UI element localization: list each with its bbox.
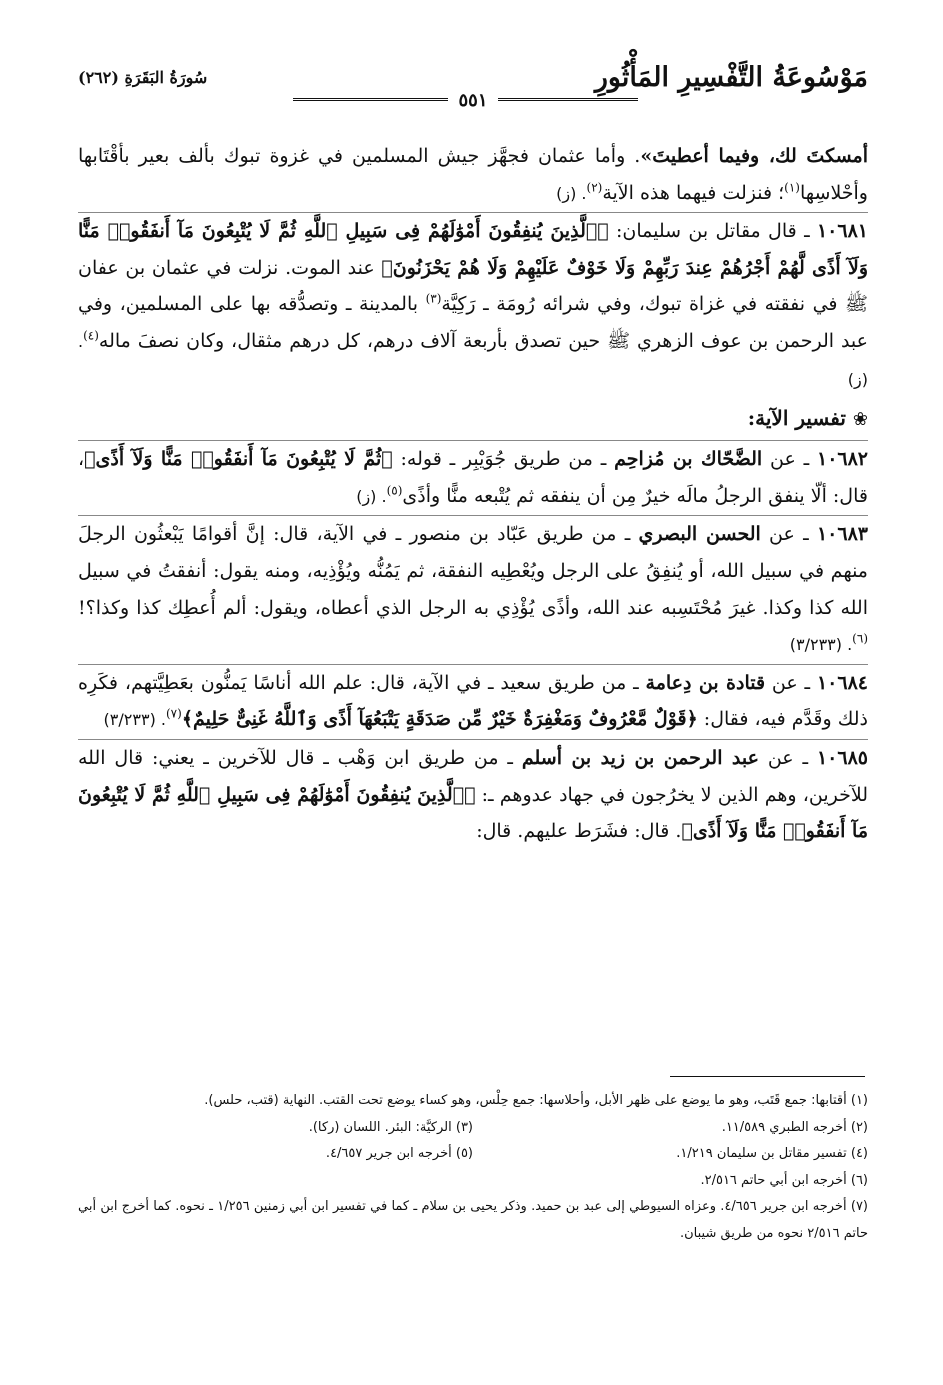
- reference-code: . (ز): [356, 486, 387, 506]
- page-header: [78, 56, 868, 118]
- footnote-4: (٤) تفسير مقاتل بن سليمان ١/٢١٩.: [676, 1146, 868, 1161]
- paragraph-text: ؛ فنزلت فيهما هذه الآية: [602, 181, 785, 204]
- entry-prefix: ـ عن: [765, 671, 817, 694]
- entry-prefix: ـ عن: [760, 523, 817, 546]
- entry-10682: [78, 440, 868, 515]
- footnote-marker: (٧): [165, 706, 182, 721]
- quran-verse: ﴿ٱلَّذِينَ يُنفِقُونَ أَمْوَٰلَهُمْ فِى سَبِيلِ ٱللَّهِ ثُمَّ لَا يُتْبِعُونَ مَآ أَنفَقُوا۟ مَنًّا وَلَآ أَذًى﴾: [78, 783, 868, 843]
- narrator-name: قتادة بن دِعامة: [645, 671, 766, 694]
- entry-text: ، قال: ألّا ينفق الرجلُ مالَه خيرٌ مِن أن ينفقه ثم يُتْبعه منًّا وأذًى: [78, 448, 868, 507]
- entry-10681: [78, 212, 868, 398]
- reference-code: . (ز): [556, 183, 587, 203]
- surah-title: سُورَةُ البَقَرَةِ (٢٦٢): [78, 68, 208, 87]
- reference-code: . (٣/٢٣٣): [789, 635, 853, 655]
- reference-code: . (٣/٢٣٣): [103, 710, 166, 730]
- entry-prefix: ـ عن: [762, 448, 817, 471]
- footnote-marker: (٢): [586, 180, 603, 195]
- flower-ornament-icon: ❀: [852, 409, 868, 431]
- footnotes: [78, 1088, 868, 1247]
- quran-verse: ﴿ٱلَّذِينَ يُنفِقُونَ أَمْوَٰلَهُمْ فِى سَبِيلِ ٱللَّهِ ثُمَّ لَا يُتْبِعُونَ مَآ أَنفَقُوا۟ مَنًّا وَلَآ أَذًى لَّهُمْ أَجْرُهُمْ عِندَ رَبِّهِمْ وَلَا خَوْفٌ عَلَيْهِمْ وَلَا هُمْ يَحْزَنُونَ﴾: [78, 220, 868, 279]
- narrator-name: الحسن البصري: [638, 523, 761, 546]
- entry-intro: ـ من طريق جُوَيْبِر ـ قوله:: [392, 448, 615, 471]
- narrator-name: الضَّحّاك بن مُزاحِم: [614, 448, 763, 471]
- entry-10685: [78, 739, 868, 850]
- paragraph-continuation: [78, 138, 868, 212]
- footnote-marker: (٥): [386, 483, 403, 498]
- entry-number: ١٠٦٨٣: [816, 523, 868, 546]
- quran-verse: ﴿ثُمَّ لَا يُتْبِعُونَ مَآ أَنفَقُوا۟ مَنًّا وَلَآ أَذًى﴾: [84, 448, 393, 471]
- footnote-row: [78, 1115, 868, 1142]
- footnote-3: (٣) الركيَّة: البئر. اللسان (ركا).: [308, 1119, 473, 1135]
- footnote-1: (١) أقتابها: جمع قَتَب، وهو ما يوضع على ظهر الأبل، وأحلاسها: جمع حِلْس، وهو كساء يوضع تحت القتب. النهاية (قتب، حلس).: [204, 1093, 868, 1108]
- footnote-marker: (٣): [425, 292, 442, 307]
- entry-number: ١٠٦٨١: [816, 220, 868, 243]
- entry-text: . قال: فشَرَط عليهم. قال:: [476, 820, 682, 843]
- entry-text: ـ من طريق سعيد ـ في الآية، قال: علم الله أناسًا يَمنُّون بعَطِيَّتهم، فكَرِه ذلك وقَدَّم فيه، فقال:: [78, 671, 868, 731]
- book-title: مَوْسُوعَةُ التَّفْسِيرِ المَأْثُورِ: [594, 62, 868, 93]
- entry-number: ١٠٦٨٢: [816, 448, 869, 471]
- footnote-7: (٧) أخرجه ابن جرير ٤/٦٥٦. وعزاه السيوطي إلى عبد بن حميد. وذكر يحيى بن سلام ـ كما في تفسير ابن أبي زمنين ١/٢٥٦ ـ نحوه. كما أخرج ابن أبي حاتم ٢/٥١٦ نحوه من طريق شيبان.: [78, 1199, 868, 1241]
- page-number-wrap: [78, 90, 868, 111]
- footnote-6: (٦) أخرجه ابن أبي حاتم ٢/٥١٦.: [700, 1172, 868, 1188]
- paragraph-text: . وأما عثمان فجهَّز جيش المسلمين في غزوة تبوك بألف بعير بأقْتَابها وأحْلاسِها: [78, 145, 868, 204]
- footnote-row: [78, 1141, 868, 1168]
- quran-verse: ﴿قَوْلٌ مَّعْرُوفٌ وَمَغْفِرَةٌ خَيْرٌ مِّن صَدَقَةٍ يَتْبَعُهَآ أَذًى وَٱللَّهُ غَنِىٌّ حَلِيمٌ﴾: [181, 708, 698, 731]
- footnote-marker: (١): [784, 180, 800, 195]
- entry-intro: ـ قال مقاتل بن سليمان:: [608, 220, 817, 243]
- footnote-5: (٥) أخرجه ابن جرير ٤/٦٥٧.: [325, 1146, 473, 1161]
- bold-quote: أمسكتَ لك، وفيما أعطيتَ»: [640, 145, 868, 167]
- section-heading: [78, 398, 868, 440]
- footnote-marker: (٤): [83, 328, 99, 343]
- entry-text: عند الموت. نزلت في عثمان بن عفان ﷺ في نفقته في غزاة تبوك، وفي شرائه رُومَة ـ رَكِيَّة: [78, 256, 868, 316]
- entry-10683: [78, 515, 868, 663]
- footnote-separator: [670, 1076, 865, 1077]
- page-number: ٥٥١: [448, 90, 497, 111]
- main-text: [78, 138, 868, 850]
- footnote-marker: (٦): [852, 631, 868, 646]
- entry-text: بالمدينة ـ وتصدُّقه بها على المسلمين، وفي عبد الرحمن بن عوف الزهري ﷺ حين تصدق بأربعة آلاف درهم، كل درهم مثقال، وكان نصفَ ماله: [78, 293, 868, 352]
- narrator-name: عبد الرحمن بن زيد بن أسلم: [521, 746, 759, 769]
- footnote-2: (٢) أخرجه الطبري ١١/٥٨٩.: [721, 1119, 868, 1135]
- entry-text: ـ من طريق عَبّاد بن منصور ـ في الآية، قال: إنَّ أقوامًا يَبْعثُون الرجلَ منهم في سبيل الله، أو يُنفِقُ على الرجل ويُعْطِيه النفقة، ثم يَمُنُّه ويُؤْذِيه، ومنه يقول: أنفقتُ في سبيل الله كذا وكذا. غيرَ مُحْتَسِبه عند الله، وأذًى يُؤْذِي به الرجل الذي أعطاه، ويقول: ألم أُعطِك كذا وكذا؟!: [78, 523, 868, 619]
- entry-prefix: ـ عن: [758, 746, 817, 769]
- reference-code: . (ز): [78, 331, 868, 389]
- entry-10684: [78, 664, 868, 739]
- entry-number: ١٠٦٨٥: [816, 746, 868, 769]
- section-title: تفسير الآية:: [747, 406, 846, 431]
- entry-text: ـ من طريق ابن وَهْب ـ قال للآخرين ـ يعني: قال الله للآخرين، وهم الذين لا يخرُجون في جهاد عدوهم ـ:: [78, 746, 868, 806]
- entry-number: ١٠٦٨٤: [816, 671, 868, 694]
